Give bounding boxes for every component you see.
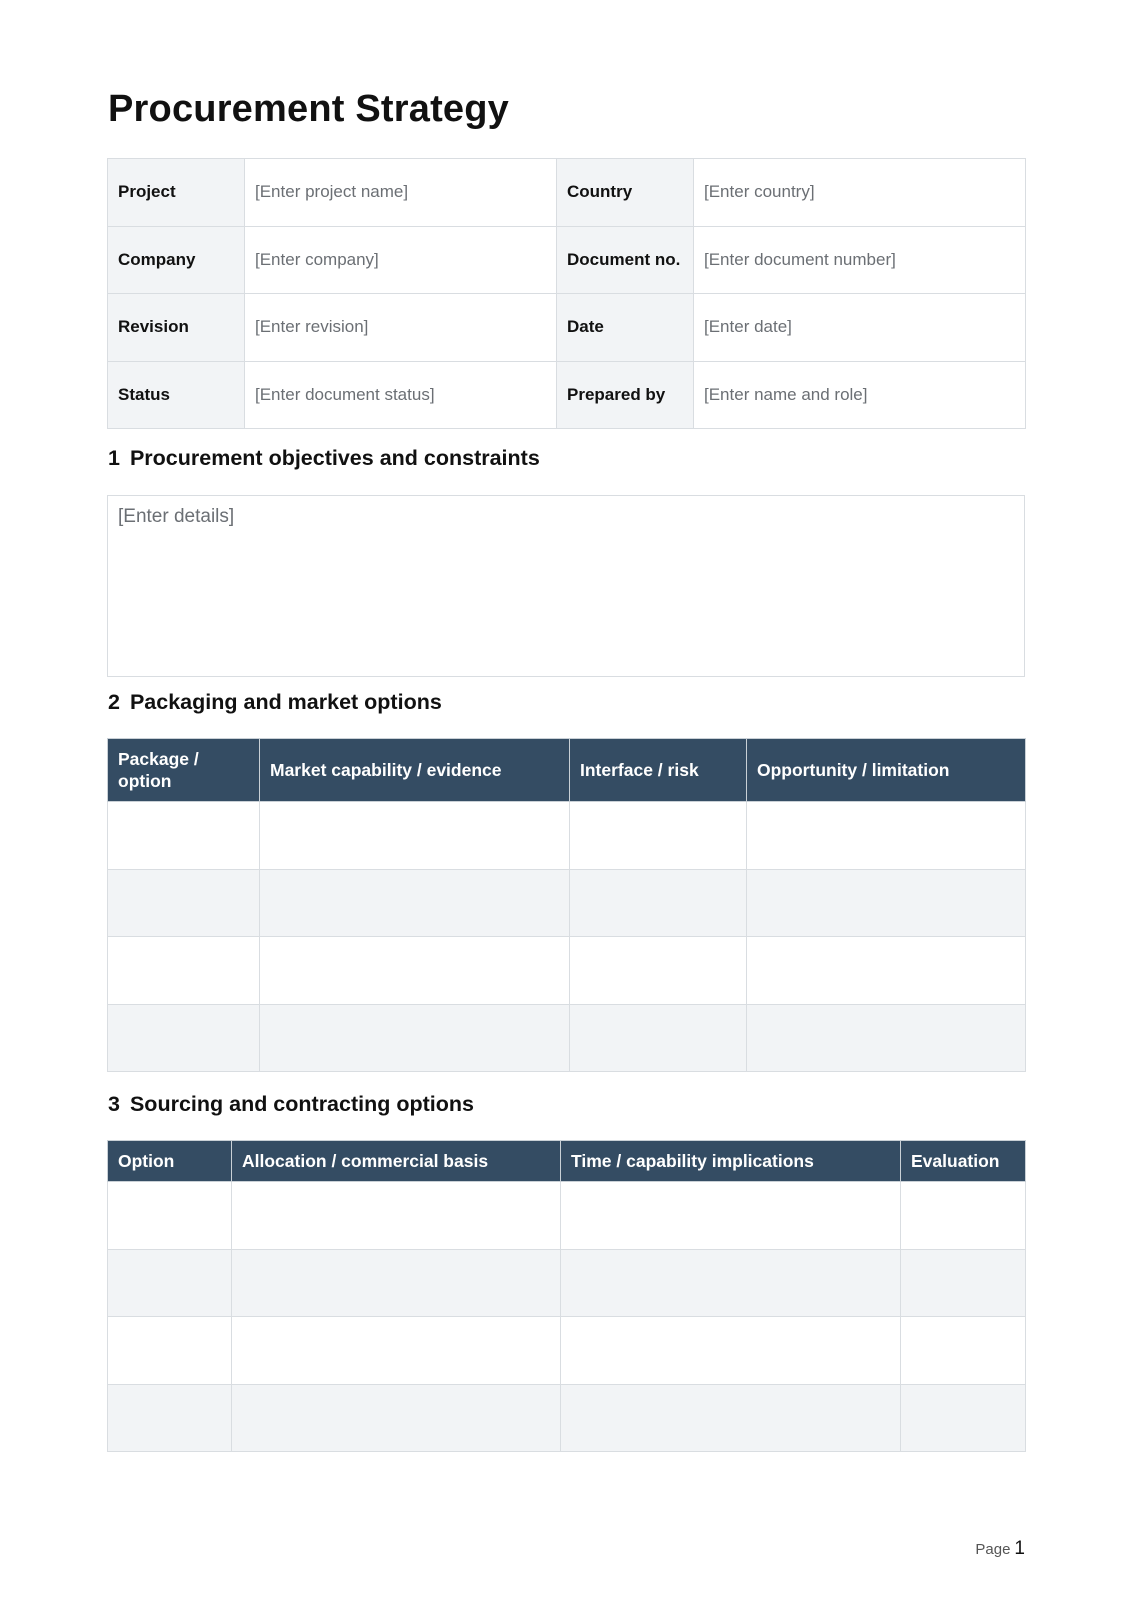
document-number-field[interactable]: [Enter document number] <box>694 226 1026 294</box>
table-cell[interactable] <box>232 1317 561 1385</box>
table-cell[interactable] <box>260 869 570 937</box>
company-field[interactable]: [Enter company] <box>245 226 557 294</box>
info-label-prepared-by: Prepared by <box>557 361 694 429</box>
table-cell[interactable] <box>108 1384 232 1452</box>
page-footer <box>975 1538 1025 1560</box>
info-label-status: Status <box>108 361 245 429</box>
info-row <box>108 226 1026 294</box>
info-row <box>108 159 1026 227</box>
table-cell[interactable] <box>561 1249 901 1317</box>
table-row <box>108 937 1026 1005</box>
section-1-heading <box>108 446 540 471</box>
table-cell[interactable] <box>561 1182 901 1250</box>
section-title: Procurement objectives and constraints <box>129 446 540 470</box>
section-3-heading <box>108 1092 474 1117</box>
info-label-date: Date <box>557 294 694 362</box>
revision-field[interactable]: [Enter revision] <box>245 294 557 362</box>
page-label: Page <box>975 1541 1011 1558</box>
table-cell[interactable] <box>108 937 260 1005</box>
date-field[interactable]: [Enter date] <box>694 294 1026 362</box>
packaging-options-table <box>107 738 1026 1072</box>
prepared-by-field[interactable]: [Enter name and role] <box>694 361 1026 429</box>
table-cell[interactable] <box>108 802 260 870</box>
section-title: Sourcing and contracting options <box>129 1092 474 1116</box>
table-cell[interactable] <box>108 1249 232 1317</box>
column-header: Market capability / evidence <box>260 739 570 802</box>
table-cell[interactable] <box>108 1317 232 1385</box>
table-cell[interactable] <box>901 1249 1026 1317</box>
section-2-heading <box>108 690 442 715</box>
table-cell[interactable] <box>747 937 1026 1005</box>
document-title: Procurement Strategy <box>108 88 510 130</box>
column-header: Time / capability implications <box>561 1141 901 1182</box>
document-info-table <box>107 158 1026 429</box>
table-row <box>108 1384 1026 1452</box>
table-cell[interactable] <box>108 1182 232 1250</box>
info-row <box>108 361 1026 429</box>
table-row <box>108 802 1026 870</box>
column-header: Opportunity / limitation <box>747 739 1026 802</box>
table-cell[interactable] <box>260 1004 570 1072</box>
info-label-country: Country <box>557 159 694 227</box>
table-row <box>108 1004 1026 1072</box>
page-number: 1 <box>1014 1538 1025 1559</box>
info-label-document-no: Document no. <box>557 226 694 294</box>
table-cell[interactable] <box>570 802 747 870</box>
info-label-company: Company <box>108 226 245 294</box>
table-cell[interactable] <box>232 1182 561 1250</box>
table-cell[interactable] <box>260 802 570 870</box>
info-row <box>108 294 1026 362</box>
info-label-revision: Revision <box>108 294 245 362</box>
column-header: Option <box>108 1141 232 1182</box>
table-cell[interactable] <box>570 869 747 937</box>
table-cell[interactable] <box>901 1182 1026 1250</box>
column-header: Evaluation <box>901 1141 1026 1182</box>
table-cell[interactable] <box>747 869 1026 937</box>
table-cell[interactable] <box>108 1004 260 1072</box>
table-row <box>108 1249 1026 1317</box>
objectives-details-field[interactable]: [Enter details] <box>107 495 1025 677</box>
table-cell[interactable] <box>747 802 1026 870</box>
table-cell[interactable] <box>561 1384 901 1452</box>
table-cell[interactable] <box>901 1384 1026 1452</box>
table-cell[interactable] <box>570 937 747 1005</box>
section-title: Packaging and market options <box>129 690 442 714</box>
status-field[interactable]: [Enter document status] <box>245 361 557 429</box>
section-number: 2 <box>108 690 120 714</box>
table-cell[interactable] <box>561 1317 901 1385</box>
column-header: Interface / risk <box>570 739 747 802</box>
section-number: 1 <box>108 446 120 470</box>
table-row <box>108 1182 1026 1250</box>
sourcing-options-table <box>107 1140 1026 1452</box>
table-cell[interactable] <box>570 1004 747 1072</box>
project-name-field[interactable]: [Enter project name] <box>245 159 557 227</box>
table-row <box>108 1317 1026 1385</box>
section-number: 3 <box>108 1092 120 1116</box>
table-cell[interactable] <box>901 1317 1026 1385</box>
table-cell[interactable] <box>108 869 260 937</box>
table-header-row <box>108 739 1026 802</box>
country-field[interactable]: [Enter country] <box>694 159 1026 227</box>
table-cell[interactable] <box>232 1384 561 1452</box>
info-label-project: Project <box>108 159 245 227</box>
table-row <box>108 869 1026 937</box>
column-header: Package / option <box>108 739 260 802</box>
table-cell[interactable] <box>260 937 570 1005</box>
column-header: Allocation / commercial basis <box>232 1141 561 1182</box>
table-cell[interactable] <box>747 1004 1026 1072</box>
table-cell[interactable] <box>232 1249 561 1317</box>
table-header-row <box>108 1141 1026 1182</box>
